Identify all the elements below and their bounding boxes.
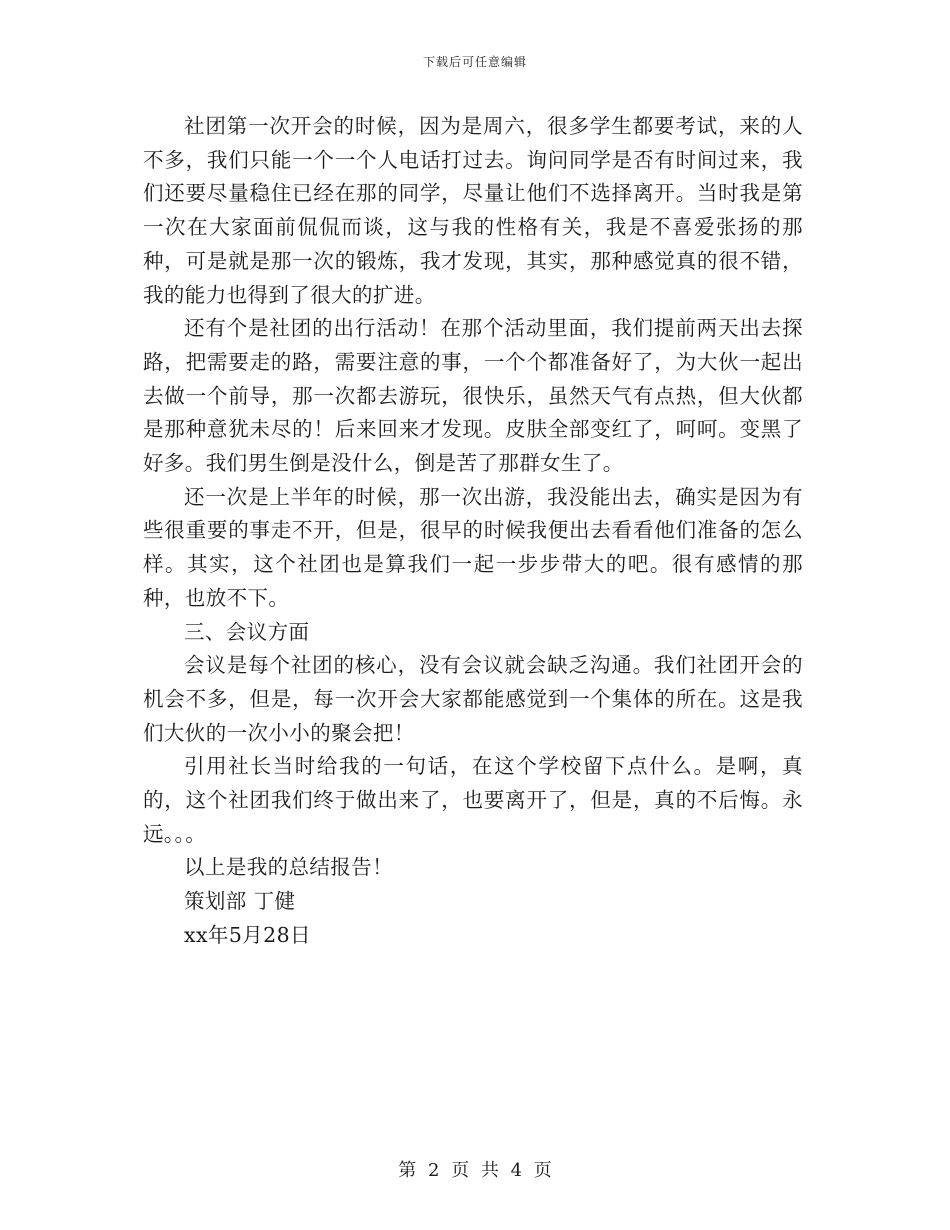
closing-line: 以上是我的总结报告！ [184,855,393,880]
document-body [143,110,803,953]
section-heading-meetings: 三、会议方面 [184,619,310,644]
paragraph-outing-activity: 还有个是社团的出行活动！在那个活动里面，我们提前两天出去探路，把需要走的路，需要注意的事，一个个都准备好了，为大伙一起出去做一个前导，那一次都去游玩，很快乐，虽然天气有点热，但大伙都是那种意犹未尽的！后来回来才发现。皮肤全部变红了，呵呵。变黑了好多。我们男生倒是没什么，倒是苦了那群女生了。 [143,316,803,476]
signature-author: 策划部 丁健 [184,889,296,914]
paragraph-first-meeting: 社团第一次开会的时候，因为是周六，很多学生都要考试，来的人不多，我们只能一个一个人电话打过去。询问同学是否有时间过来，我们还要尽量稳住已经在那的同学，尽量让他们不选择离开。当时我是第一次在大家面前侃侃而谈，这与我的性格有关，我是不喜爱张扬的那种，可是就是那一次的锻炼，我才发现，其实，那种感觉真的很不错，我的能力也得到了很大的扩进。 [143,114,803,307]
signature-date: xx年5月28日 [184,922,311,947]
paragraph-president-quote: 引用社长当时给我的一句话，在这个学校留下点什么。是啊，真的，这个社团我们终于做出来了，也要离开了，但是，真的不后悔。永远。。。 [143,754,803,846]
page-header: 下载后可任意编辑 [422,55,527,69]
page-number-footer: 第 2 页 共 4 页 [398,1160,552,1181]
paragraph-first-half-year: 还一次是上半年的时候，那一次出游，我没能出去，确实是因为有些很重要的事走不开，但是，很早的时候我便出去看看他们准备的怎么样。其实，这个社团也是算我们一起一步步带大的吧。很有感情的那种，也放不下。 [143,484,803,610]
paragraph-meetings: 会议是每个社团的核心，没有会议就会缺乏沟通。我们社团开会的机会不多，但是，每一次开会大家都能感觉到一个集体的所在。这是我们大伙的一次小小的聚会把！ [143,653,803,745]
